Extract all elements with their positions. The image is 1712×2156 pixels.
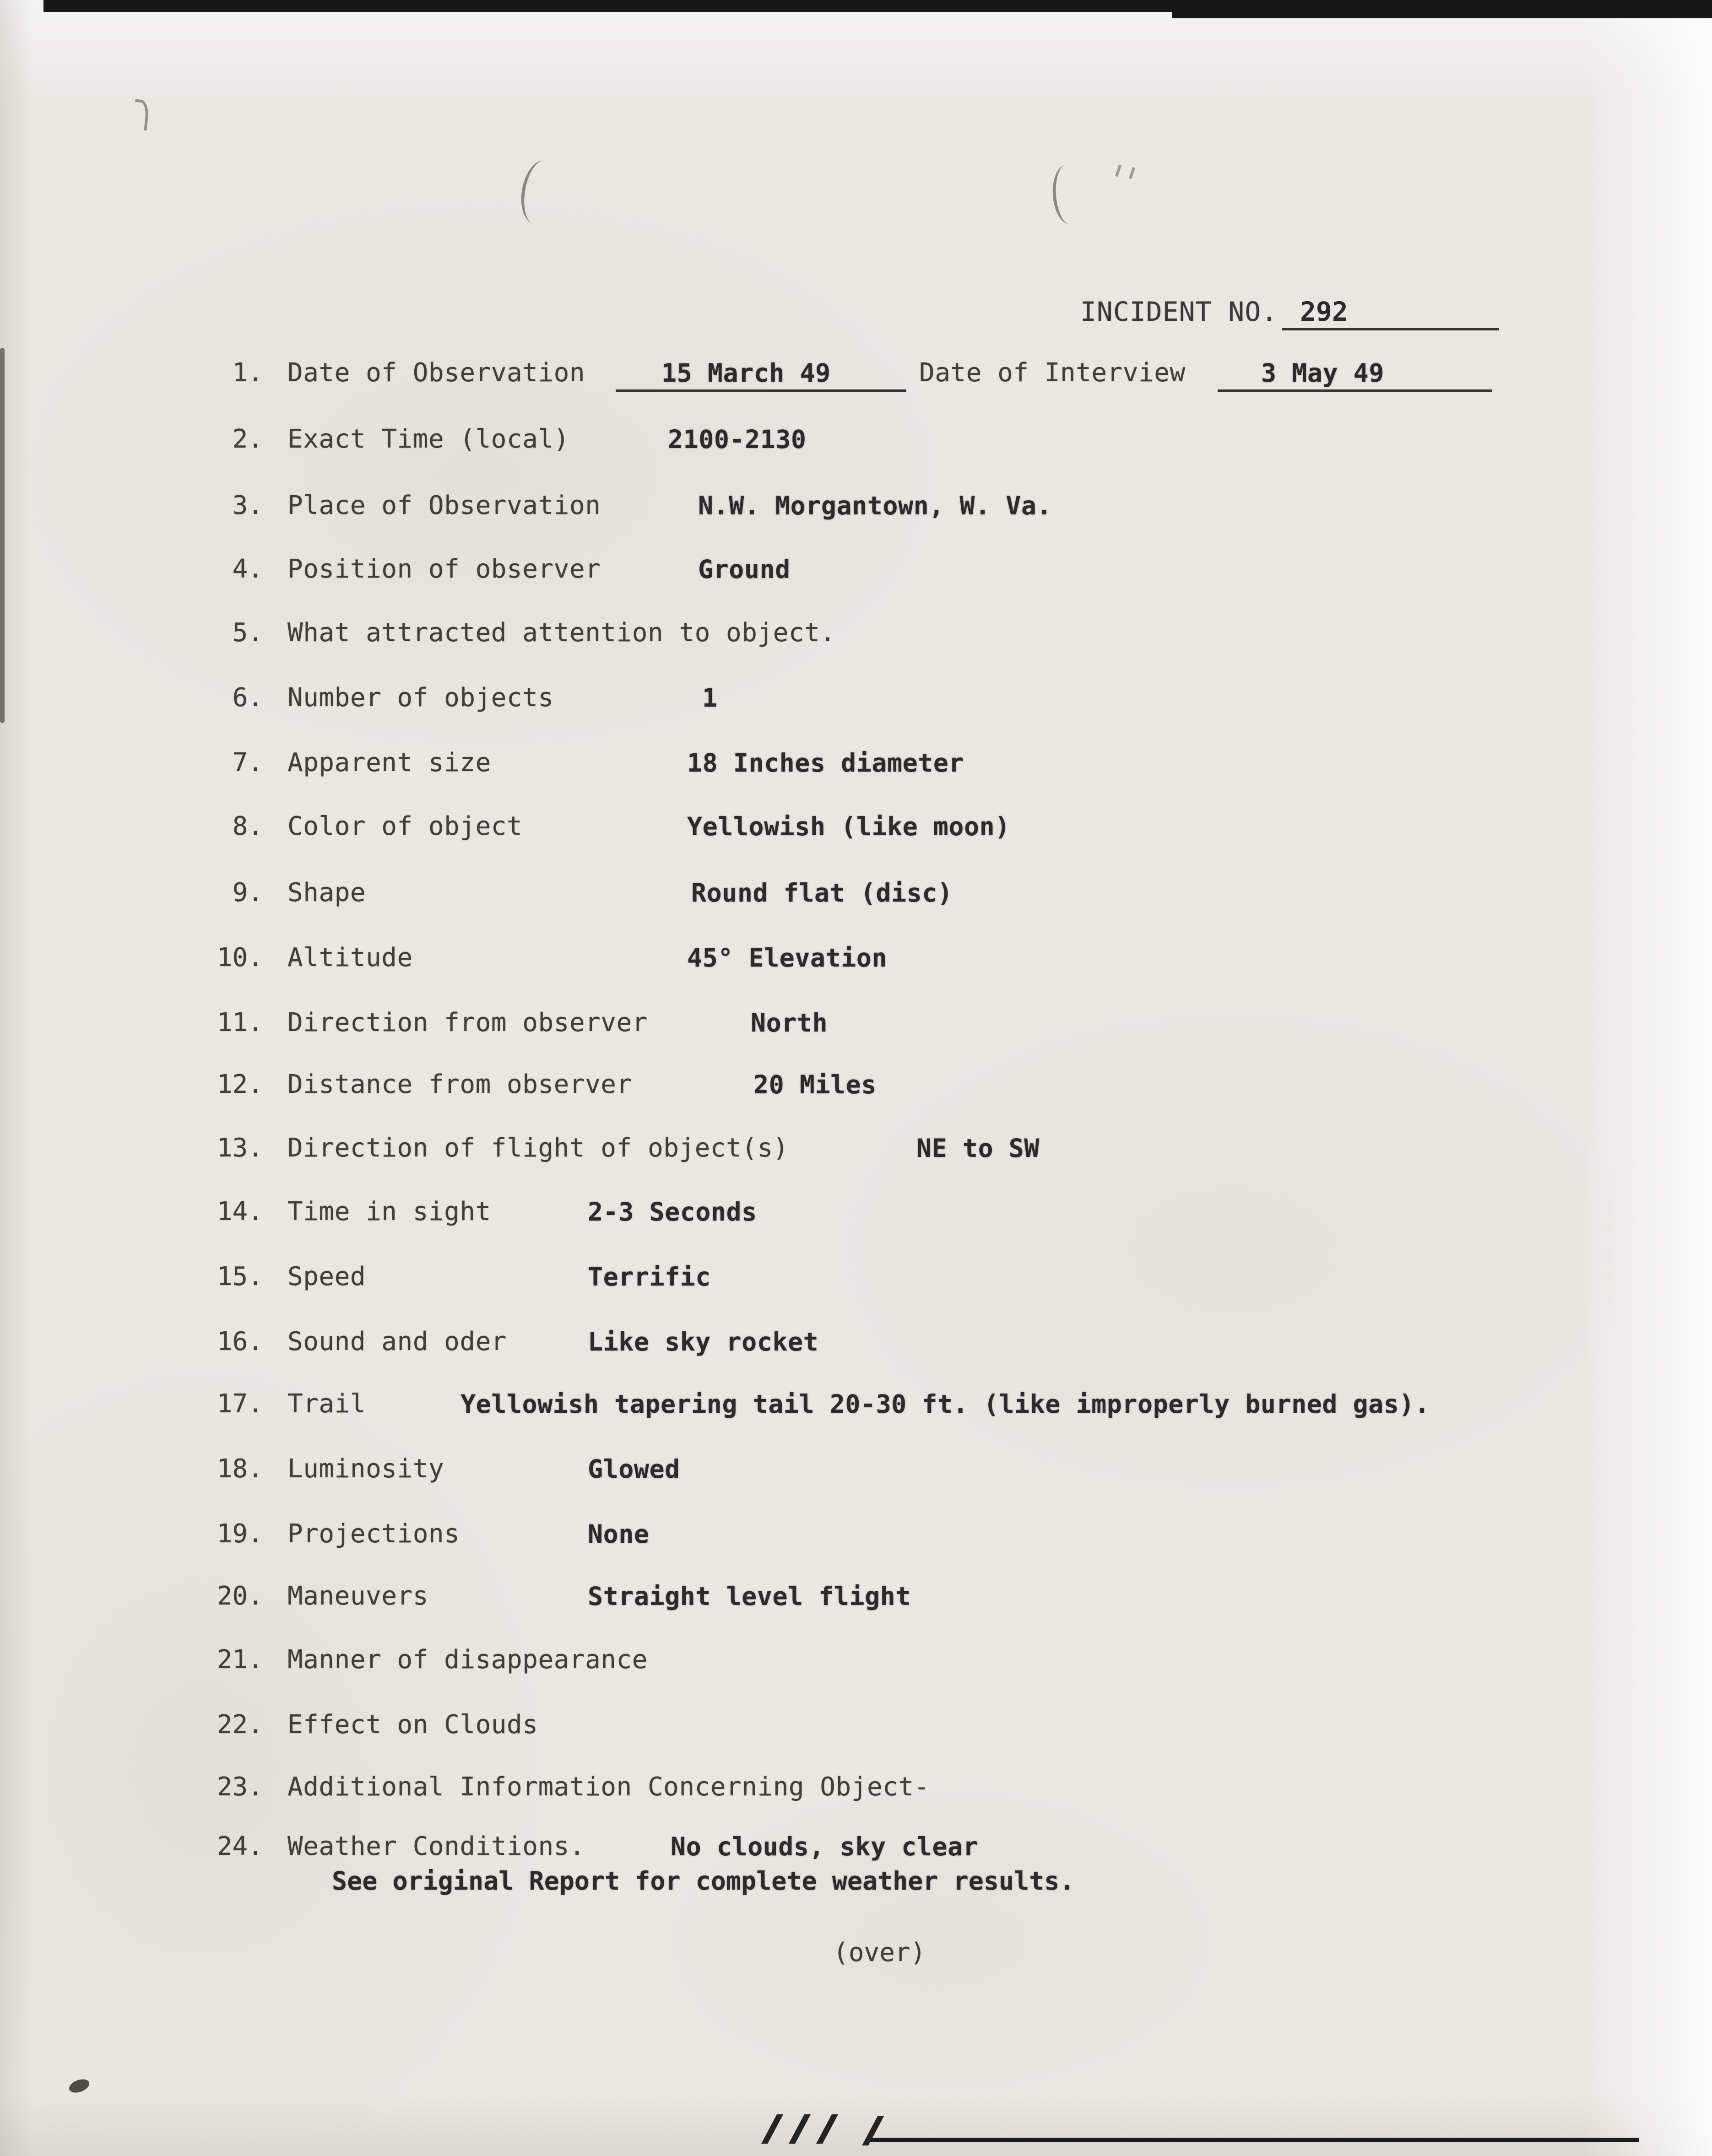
form-field-3	[0, 489, 1712, 528]
field-label: What attracted attention to object.	[287, 618, 836, 648]
form-field-13	[0, 1132, 1712, 1170]
field-label: Luminosity	[287, 1454, 444, 1484]
field-number: 15.	[217, 1262, 263, 1291]
field-label: Sound and oder	[287, 1327, 507, 1356]
field-value: None	[588, 1519, 650, 1549]
field-note: See original Report for complete weather results.	[332, 1866, 1075, 1896]
form-field-6	[0, 681, 1712, 720]
form-field-4	[0, 553, 1712, 591]
field-label: Shape	[287, 878, 366, 908]
field-value: 2-3 Seconds	[588, 1197, 757, 1227]
field-number: 23.	[217, 1772, 263, 1802]
incident-header	[0, 295, 1712, 334]
field-number: 11.	[217, 1008, 263, 1037]
field-label: Direction from observer	[287, 1008, 648, 1037]
field-number: 13.	[217, 1133, 263, 1163]
field-label: Trail	[287, 1389, 366, 1419]
field-value-2: 3 May 49	[1218, 357, 1492, 392]
field-label: Color of object	[287, 811, 523, 841]
form-field-14	[0, 1195, 1712, 1234]
form-field-23	[0, 1771, 1712, 1809]
field-label: Date of Observation	[287, 358, 585, 388]
field-number: 7.	[232, 748, 263, 778]
field-label: Weather Conditions.	[287, 1832, 585, 1861]
field-label: Number of objects	[287, 683, 554, 713]
field-label: Altitude	[287, 943, 413, 973]
field-number: 19.	[217, 1519, 263, 1549]
field-value: 45° Elevation	[687, 943, 887, 973]
form-field-24	[0, 1830, 1712, 1869]
field-label: Time in sight	[287, 1197, 491, 1227]
field-label-2: Date of Interview	[919, 358, 1186, 388]
field-value: 2100-2130	[668, 425, 807, 454]
field-label: Place of Observation	[287, 491, 601, 520]
field-value: Terrific	[588, 1262, 711, 1291]
field-number: 20.	[217, 1581, 263, 1611]
field-number: 1.	[232, 358, 263, 388]
field-label: Projections	[287, 1519, 460, 1549]
field-number: 5.	[232, 618, 263, 648]
field-number: 16.	[217, 1327, 263, 1356]
form-field-8	[0, 810, 1712, 848]
field-number: 14.	[217, 1197, 263, 1227]
field-value: N.W. Morgantown, W. Va.	[698, 491, 1052, 520]
field-number: 21.	[217, 1645, 263, 1675]
field-number: 18.	[217, 1454, 263, 1484]
form-field-12	[0, 1068, 1712, 1107]
form-field-15	[0, 1260, 1712, 1299]
form-field-18	[0, 1453, 1712, 1491]
form-field-22	[0, 1708, 1712, 1747]
field-value: North	[751, 1008, 828, 1037]
field-value: 20 Miles	[753, 1070, 877, 1099]
field-number: 3.	[232, 491, 263, 520]
form-field-19	[0, 1518, 1712, 1556]
form-field-1	[0, 357, 1712, 395]
form-field-7	[0, 746, 1712, 785]
field-label: Speed	[287, 1262, 366, 1291]
field-number: 2.	[232, 424, 263, 454]
incident-label: INCIDENT NO.	[1080, 296, 1278, 327]
field-value: Straight level flight	[588, 1582, 911, 1611]
field-label: Apparent size	[287, 748, 491, 778]
form-field-11	[0, 1006, 1712, 1045]
form-field-2	[0, 423, 1712, 461]
field-value: No clouds, sky clear	[671, 1832, 979, 1861]
field-number: 12.	[217, 1070, 263, 1099]
field-value: Like sky rocket	[588, 1327, 819, 1356]
field-label: Position of observer	[287, 554, 601, 584]
field-value: 15 March 49	[616, 357, 906, 392]
field-value: Glowed	[588, 1454, 680, 1484]
field-number: 22.	[217, 1710, 263, 1740]
incident-number: 292	[1282, 295, 1499, 330]
field-number: 10.	[217, 943, 263, 973]
field-label: Maneuvers	[287, 1581, 428, 1611]
field-value: 1	[702, 683, 718, 713]
field-number: 17.	[217, 1389, 263, 1419]
field-label: Effect on Clouds	[287, 1710, 538, 1740]
field-label: Additional Information Concerning Object-	[287, 1772, 930, 1802]
field-value: Yellowish tapering tail 20-30 ft. (like improperly burned gas).	[461, 1389, 1430, 1419]
over-label: (over)	[833, 1938, 926, 1967]
field-label: Exact Time (local)	[287, 424, 569, 454]
field-number: 9.	[232, 878, 263, 908]
field-label: Distance from observer	[287, 1070, 632, 1099]
field-value: Ground	[698, 555, 791, 584]
form-field-5	[0, 616, 1712, 655]
form-field-21	[0, 1643, 1712, 1682]
form-field-10	[0, 941, 1712, 980]
field-label: Manner of disappearance	[287, 1645, 648, 1675]
field-number: 4.	[232, 554, 263, 584]
field-label: Direction of flight of object(s)	[287, 1133, 789, 1163]
form-field-20	[0, 1580, 1712, 1618]
field-number: 24.	[217, 1832, 263, 1861]
field-value: Round flat (disc)	[691, 878, 953, 908]
field-number: 8.	[232, 811, 263, 841]
form-field-17	[0, 1388, 1712, 1426]
field-value: NE to SW	[916, 1134, 1040, 1163]
form-field-16	[0, 1325, 1712, 1364]
field-value: Yellowish (like moon)	[687, 812, 1010, 841]
field-number: 6.	[232, 683, 263, 713]
field-value: 18 Inches diameter	[687, 748, 964, 778]
form-field-9	[0, 876, 1712, 915]
